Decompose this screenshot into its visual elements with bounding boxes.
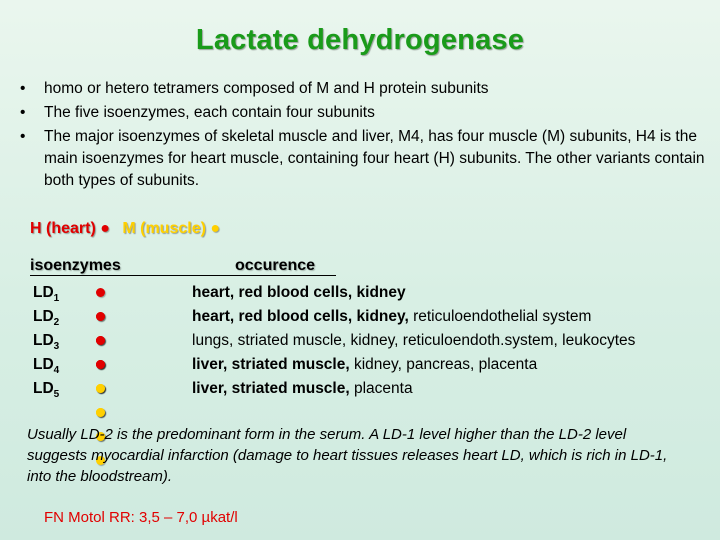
isoenzyme-label: $LD_5$ xyxy=(33,380,60,401)
bullet-item: • The major isoenzymes of skeletal muscle and liver, M4, has four muscle (M) subunits, H4 is the main isoenzymes for heart muscle, containing four heart (H) subunits. The other variants contain both types of subunits. xyxy=(20,126,710,192)
heart-subunit-icon xyxy=(96,336,105,345)
bullet-list xyxy=(20,78,710,194)
occurence-text: liver, striated muscle, placenta xyxy=(192,380,413,397)
table-header xyxy=(30,257,336,276)
legend-heart: H (heart) ● xyxy=(30,220,110,237)
column-occurence: occurence xyxy=(235,257,316,274)
heart-subunit-icon xyxy=(96,312,105,321)
bullet-item: • homo or hetero tetramers composed of M and H protein subunits xyxy=(20,78,710,100)
isoenzyme-label: $LD_2$ xyxy=(33,308,60,329)
column-isoenzymes: isoenzymes xyxy=(30,257,121,274)
occurence-text: lungs, striated muscle, kidney, reticuloendoth.system, leukocytes xyxy=(192,332,636,349)
bullet-item: • The five isoenzymes, each contain four subunits xyxy=(20,102,710,124)
muscle-subunit-icon xyxy=(96,408,105,417)
page-title: Lactate dehydrogenase xyxy=(195,24,525,56)
subunit-legend xyxy=(30,220,220,238)
heart-subunit-icon xyxy=(96,360,105,369)
heart-subunit-icon xyxy=(96,288,105,297)
legend-muscle: M (muscle) ● xyxy=(122,220,221,237)
occurence-text: heart, red blood cells, kidney xyxy=(192,284,406,301)
muscle-subunit-icon xyxy=(96,384,105,393)
isoenzyme-label: $LD_4$ xyxy=(33,356,60,377)
occurence-text: heart, red blood cells, kidney, reticuloendothelial system xyxy=(192,308,592,325)
clinical-note: Usually LD-2 is the predominant form in the serum. A LD-1 level higher than the LD-2 level suggests myocardial infarction (damage to heart tissues releases heart LD, which is rich in LD-1, into the bloodstream). xyxy=(27,426,668,485)
isoenzyme-label: $LD_3$ xyxy=(33,332,60,353)
occurence-text: liver, striated muscle, kidney, pancreas, placenta xyxy=(192,356,538,373)
reference-range: FN Motol RR: 3,5 – 7,0 µkat/l xyxy=(44,509,238,526)
isoenzyme-label: $LD_1$ xyxy=(33,284,60,305)
